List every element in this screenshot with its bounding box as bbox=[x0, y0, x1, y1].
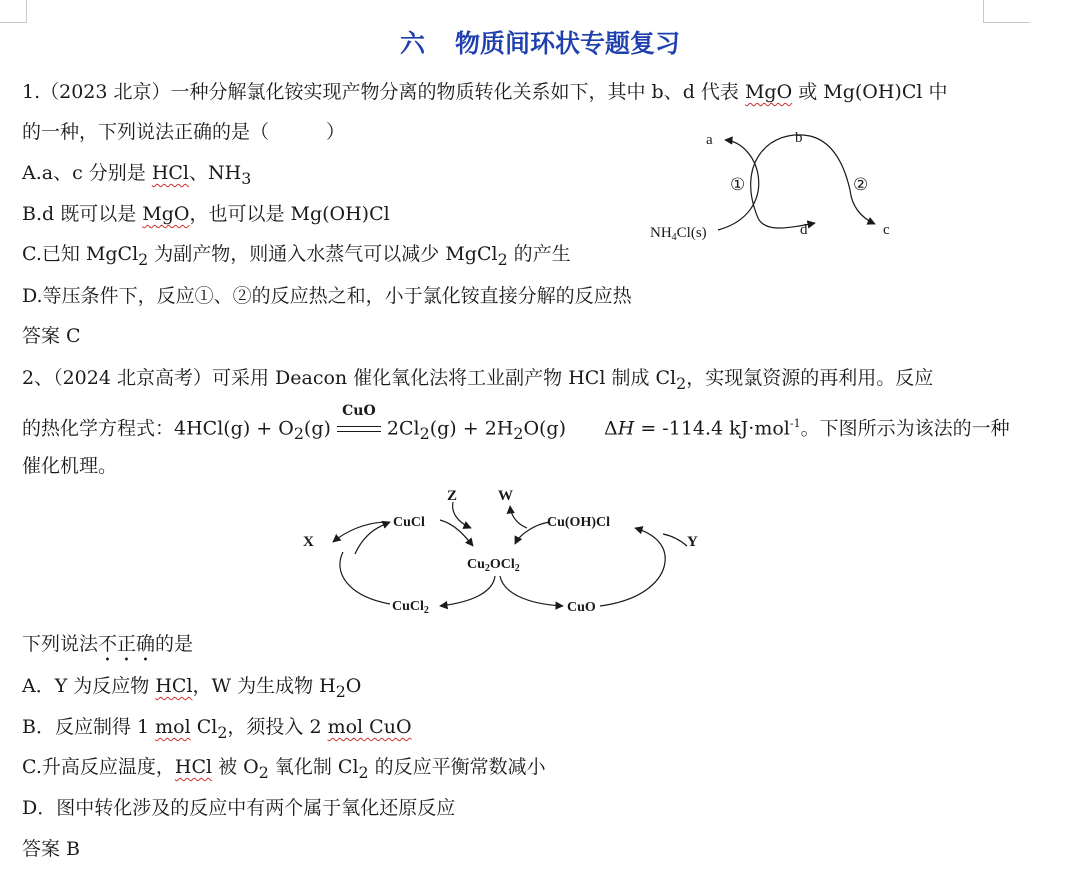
q2-option-b: B．反应制得 1 mol $Cl_2$，须投入 2 mol CuO bbox=[22, 716, 412, 742]
q2-label-cuo: CuO bbox=[567, 600, 596, 615]
q1-label-c: c bbox=[883, 222, 890, 238]
q2-stem-line3: 催化机理。 bbox=[22, 455, 118, 477]
q2-arc-right-outer bbox=[600, 528, 665, 606]
q1-option-c: C.已知 MgCl$_2$ 为副产物，则通入水蒸气可以减少 MgCl$_2$ 的产生 bbox=[22, 243, 571, 269]
equation-catalyst-arrow: CuO bbox=[335, 416, 383, 440]
q1-stem-line1: 1.（2023 北京）一种分解氯化铵实现产物分离的物质转化关系如下，其中 b、d 代表 MgO 或 Mg(OH)Cl 中 bbox=[22, 81, 948, 103]
q2-arc-left-outer bbox=[340, 552, 390, 604]
q2-option-d: D．图中转化涉及的反应中有两个属于氧化还原反应 bbox=[22, 797, 456, 819]
q1-label-b: b bbox=[795, 130, 803, 146]
page-corner-mark-right bbox=[983, 0, 1030, 23]
q1-label-d: d bbox=[800, 222, 808, 238]
q1-cycle-diagram bbox=[640, 118, 910, 248]
q1-option-b: B.d 既可以是 MgO，也可以是 Mg(OH)Cl bbox=[22, 203, 390, 225]
q2-equation-line: 的热化学方程式：$4HCl(g) + O_2(g)$ CuO $2Cl_2(g) + 2H_2O(g)$ ΔH = -114.4 kJ·mol$^{-1}$。下图所示为该法的一种 bbox=[22, 403, 1010, 444]
q2-arc-cuohcl-to-cu2ocl2 bbox=[515, 522, 550, 544]
q2-option-a: A．Y 为反应物 HCl，W 为生成物 $H_2O$ bbox=[22, 675, 362, 701]
q2-arc-from-y bbox=[663, 534, 687, 546]
q1-label-a: a bbox=[706, 132, 713, 148]
q1-option-a: A.a、c 分别是 HCl、$NH_3$ bbox=[22, 162, 252, 188]
q2-label-cuohcl: Cu(OH)Cl bbox=[547, 515, 610, 530]
q2-stem-line1: 2、（2024 北京高考）可采用 Deacon 催化氧化法将工业副产物 HCl 制成 $Cl_2$，实现氯资源的再利用。反应 bbox=[22, 367, 934, 393]
q2-label-y: Y bbox=[687, 534, 698, 550]
q2-label-x: X bbox=[303, 534, 314, 550]
q2-prompt: 下列说法不正确的是 bbox=[22, 633, 194, 655]
q1-option-d: D.等压条件下，反应①、②的反应热之和，小于氯化铵直接分解的反应热 bbox=[22, 285, 632, 307]
q2-label-cucl: CuCl bbox=[393, 515, 425, 530]
page-corner-mark-left bbox=[0, 0, 27, 23]
q2-label-z: Z bbox=[447, 488, 458, 504]
q2-arc-to-cuo bbox=[500, 576, 563, 606]
q2-arc-to-cucl2 bbox=[440, 576, 495, 606]
q1-reaction-1: ① bbox=[730, 175, 746, 194]
q2-label-w: W bbox=[498, 488, 513, 504]
q1-answer: 答案 C bbox=[22, 325, 81, 347]
q2-label-cucl2: CuCl$_2$ bbox=[392, 599, 429, 616]
q2-arc-to-w bbox=[510, 506, 527, 528]
q2-arc-to-x bbox=[333, 522, 387, 542]
q2-mechanism-diagram bbox=[295, 484, 715, 624]
q1-arc-middle-top bbox=[751, 135, 850, 218]
q1-stem-line2: 的一种，下列说法正确的是（ ） bbox=[22, 121, 346, 143]
page-title: 六 物质间环状专题复习 bbox=[399, 29, 681, 58]
q2-arc-cucl-to-cu2ocl2 bbox=[440, 520, 473, 546]
q1-reaction-2: ② bbox=[853, 175, 869, 194]
q2-answer: 答案 B bbox=[22, 838, 81, 860]
q2-option-c: C.升高反应温度，HCl 被 $O_2$ 氧化制 $Cl_2$ 的反应平衡常数减小 bbox=[22, 756, 546, 782]
q2-arc-from-z bbox=[453, 502, 471, 528]
q1-label-nh4cl: $NH_4Cl(s)$ bbox=[650, 225, 707, 243]
q1-arc-right-c bbox=[850, 190, 875, 224]
q2-label-cu2ocl2: $Cu_2OCl_2$ bbox=[467, 557, 520, 574]
